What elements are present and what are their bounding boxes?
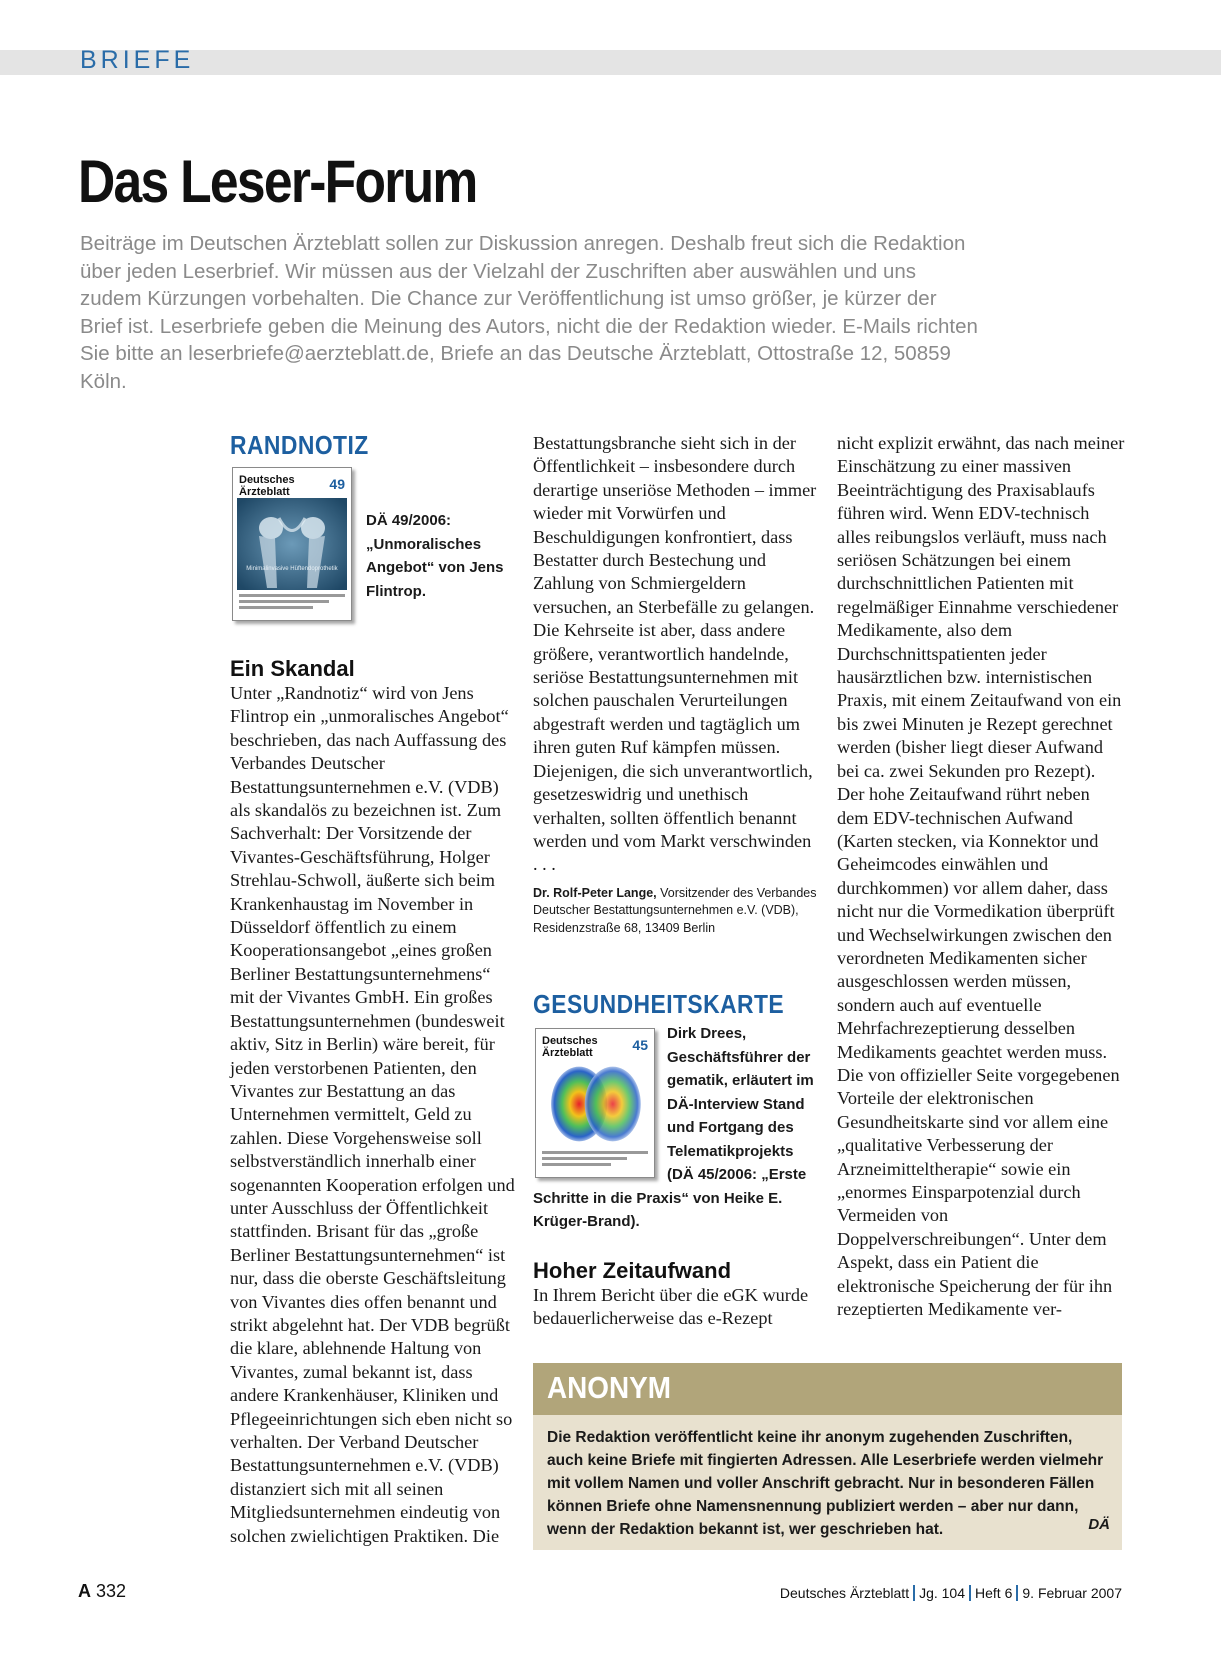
cover-masthead-line1: Deutsches	[239, 474, 295, 486]
column-1	[230, 430, 515, 1548]
page-number	[78, 1581, 126, 1602]
letter-body-hoher-zeitaufwand-part1: In Ihrem Bericht über die eGK wurde bedauerlicherweise das e-Rezept	[533, 1284, 809, 1329]
anonym-header	[533, 1363, 1122, 1415]
page-prefix: A	[78, 1581, 91, 1601]
letter-title-ein-skandal: Ein Skandal	[230, 656, 355, 681]
anonym-title: ANONYM	[547, 1370, 672, 1405]
anonym-notice-box	[533, 1363, 1122, 1550]
gesundheitskarte-heading: GESUNDHEITSKARTE	[533, 989, 785, 1020]
cover-issue-number: 49	[329, 476, 345, 492]
randnotiz-cover-image	[232, 467, 352, 621]
column-2	[533, 430, 818, 1331]
randnotiz-caption: DÄ 49/2006: „Unmoralisches Angebot“ von Jens Flintrop.	[366, 512, 504, 600]
cover-masthead-line1: Deutsches	[542, 1035, 598, 1048]
gesundheitskarte-cover-block	[533, 1020, 818, 1234]
cover-text-lines	[239, 594, 345, 612]
journal-date: 9. Februar 2007	[1022, 1585, 1122, 1601]
heatmap-illustration	[540, 1061, 650, 1147]
cover-masthead-line2: Ärzteblatt	[239, 486, 290, 498]
signature-affiliation: Vorsitzender des Verbandes Deutscher Bestattungsunternehmen e.V. (VDB), Residenzstraße 68, 13409 Berlin	[533, 885, 817, 935]
journal-reference	[780, 1585, 1122, 1601]
intro-text: Beiträge im Deutschen Ärzteblatt sollen zur Diskussion anregen. Deshalb freut sich die Redaktion über jeden Leserbrief. Wir müssen aus der Vielzahl der Zuschriften aber auswählen und uns zudem Kürzungen vorbehalten. Die Chance zur Veröffentlichung ist umso größer, je kürzer der Brief ist. Leserbriefe geben die Meinung des Autors, nicht die der Redaktion wieder. E-Mails richten Sie bitte an leserbriefe@aerzteblatt.de, Briefe an das Deutsche Ärzteblatt, Ottostraße 12, 50859 Köln.	[80, 232, 978, 393]
gesundheitskarte-caption: Dirk Drees, Geschäftsführer der gematik, erläutert im DÄ-Interview Stand und Fortgang des Telematikprojekts (DÄ 45/2006: „Erste Schritte in die Praxis“ von Heike E. Krüger-Brand).	[533, 1025, 814, 1231]
randnotiz-cover-block	[230, 461, 515, 626]
section-label: BRIEFE	[80, 46, 195, 74]
footer-separator	[969, 1585, 971, 1601]
anonym-signature: DÄ	[1088, 1516, 1110, 1533]
cover-text-lines	[542, 1151, 648, 1169]
cover-masthead-line2: Ärzteblatt	[542, 1047, 593, 1060]
footer-separator	[1016, 1585, 1018, 1601]
journal-volume: Jg. 104	[919, 1585, 966, 1601]
cover-headline: Minimalinvasive Hüftendoprothetik	[246, 566, 338, 572]
journal-name: Deutsches Ärzteblatt	[779, 1585, 910, 1601]
signature-author: Dr. Rolf-Peter Lange,	[533, 885, 657, 900]
xray-hip-illustration	[237, 498, 347, 590]
gesundheitskarte-cover-image	[535, 1028, 655, 1178]
anonym-text: Die Redaktion veröffentlicht keine ihr anonym zugehenden Zuschriften, auch keine Briefe mit fingierten Adressen. Alle Leserbriefe werden vielmehr mit vollem Namen und voller Anschrift gebracht. Nur in besonderen Fällen können Briefe ohne Namensnennung publiziert werden – aber nur dann, wenn der Redaktion bekannt ist, wer geschrieben hat.	[547, 1429, 1104, 1538]
journal-issue: Heft 6	[975, 1585, 1013, 1601]
footer-separator	[913, 1585, 915, 1601]
column-3	[837, 430, 1125, 1321]
randnotiz-heading: RANDNOTIZ	[230, 430, 369, 460]
cover-issue-number: 45	[632, 1037, 648, 1054]
letter-signature	[533, 885, 818, 938]
letter-body-hoher-zeitaufwand-part2: nicht explizit erwähnt, das nach meiner Einschätzung zu einer massiven Beeinträchtigung des Praxisablaufs führen wird. Wenn EDV-technisch alles reibungslos verläuft, muss nach seriösen Schätzungen bei einem durchschnittlichen Patienten mit regelmäßiger Einnahme verschiedener Medikamente, also dem Durchschnittspatienten jeder hausärztlichen bzw. internistischen Praxis, mit einem Zeitaufwand von ein bis zwei Minuten je Rezept gerechnet werden (bisher liegt dieser Aufwand bei ca. zwei Sekunden pro Rezept). Der hohe Zeitaufwand rührt neben dem EDV-technischen Aufwand (Karten stecken, via Konnektor und Geheimcodes einwählen und durchkommen) vor allem daher, dass nicht nur die Vormedikation überprüft und Wechselwirkungen zwischen den verordneten Medikamenten sicher ausgeschlossen werden müssen, sondern auch auf eventuelle Mehrfachrezeptierung desselben Medikaments geachtet werden muss. Die von offizieller Seite vorgegebenen Vorteile der elektronischen Gesundheitskarte sind vor allem eine „qualitative Verbesserung der Arzneimitteltherapie“ sowie ein „enormes Einsparpotenzial durch Vermeiden von Doppelverschreibungen“. Unter dem Aspekt, dass ein Patient die elektronische Speicherung der für ihn rezeptierten Medikamente ver-	[837, 433, 1125, 1320]
page-title: Das Leser-Forum	[78, 148, 477, 215]
page-number-value: 332	[96, 1581, 127, 1601]
letter-title-hoher-zeitaufwand: Hoher Zeitaufwand	[533, 1257, 732, 1283]
letter-body-ein-skandal-part2: Bestattungsbranche sieht sich in der Öffentlichkeit – insbesondere durch derartige unseriöse Methoden – immer wieder mit Vorwürfen und Beschuldigungen konfrontiert, dass Bestatter durch Bestechung und Zahlung von Schmiergeldern versuchen, an Sterbefälle zu gelangen. Die Kehrseite ist aber, dass andere größere, verantwortlich handelnde, seriöse Bestattungsunternehmen mit solchen pauschalen Verurteilungen abgestraft werden und tagtäglich um ihren guten Ruf kämpfen müssen. Diejenigen, die sich unverantwortlich, gesetzeswidrig und unethisch verhalten, sollten öffentlich benannt werden und vom Markt verschwinden . . .	[533, 433, 817, 875]
letter-body-ein-skandal-part1: Unter „Randnotiz“ wird von Jens Flintrop ein „unmoralisches Angebot“ beschrieben, das nach Auffassung des Verbandes Deutscher Bestattungsunternehmen e.V. (VDB) als skandalös zu bezeichnen ist. Zum Sachverhalt: Der Vorsitzende der Vivantes-Geschäftsführung, Holger Strehlau-Schwoll, äußerte sich beim Krankenhaustag im November in Düsseldorf öffentlich zu einem Kooperationsangebot „eines großen Berliner Bestattungsunternehmens“ mit der Vivantes GmbH. Ein großes Bestattungsunternehmen (bundesweit aktiv, Sitz in Berlin) wäre bereit, für jeden verstorbenen Patienten, den Vivantes zur Bestattung an das Unternehmen vermittelt, Geld zu zahlen. Diese Vorgehensweise soll selbstverständlich innerhalb einer sogenannten Kooperation erfolgen und unter Ausschluss der Öffentlichkeit stattfinden. Brisant für das „große Berliner Bestattungsunternehmen“ ist nur, dass die oberste Geschäftsleitung von Vivantes dies offen benannt und strikt abgelehnt hat. Der VDB begrüßt die klare, ablehnende Haltung von Vivantes, zumal bekannt ist, dass andere Krankenhäuser, Kliniken und Pflegeeinrichtungen sich eben nicht so verhalten. Der Verband Deutscher Bestattungsunternehmen e.V. (VDB) distanziert sich mit all seinen Mitgliedsunternehmen eindeutig von solchen zwielichtigen Praktiken. Die	[230, 683, 515, 1546]
